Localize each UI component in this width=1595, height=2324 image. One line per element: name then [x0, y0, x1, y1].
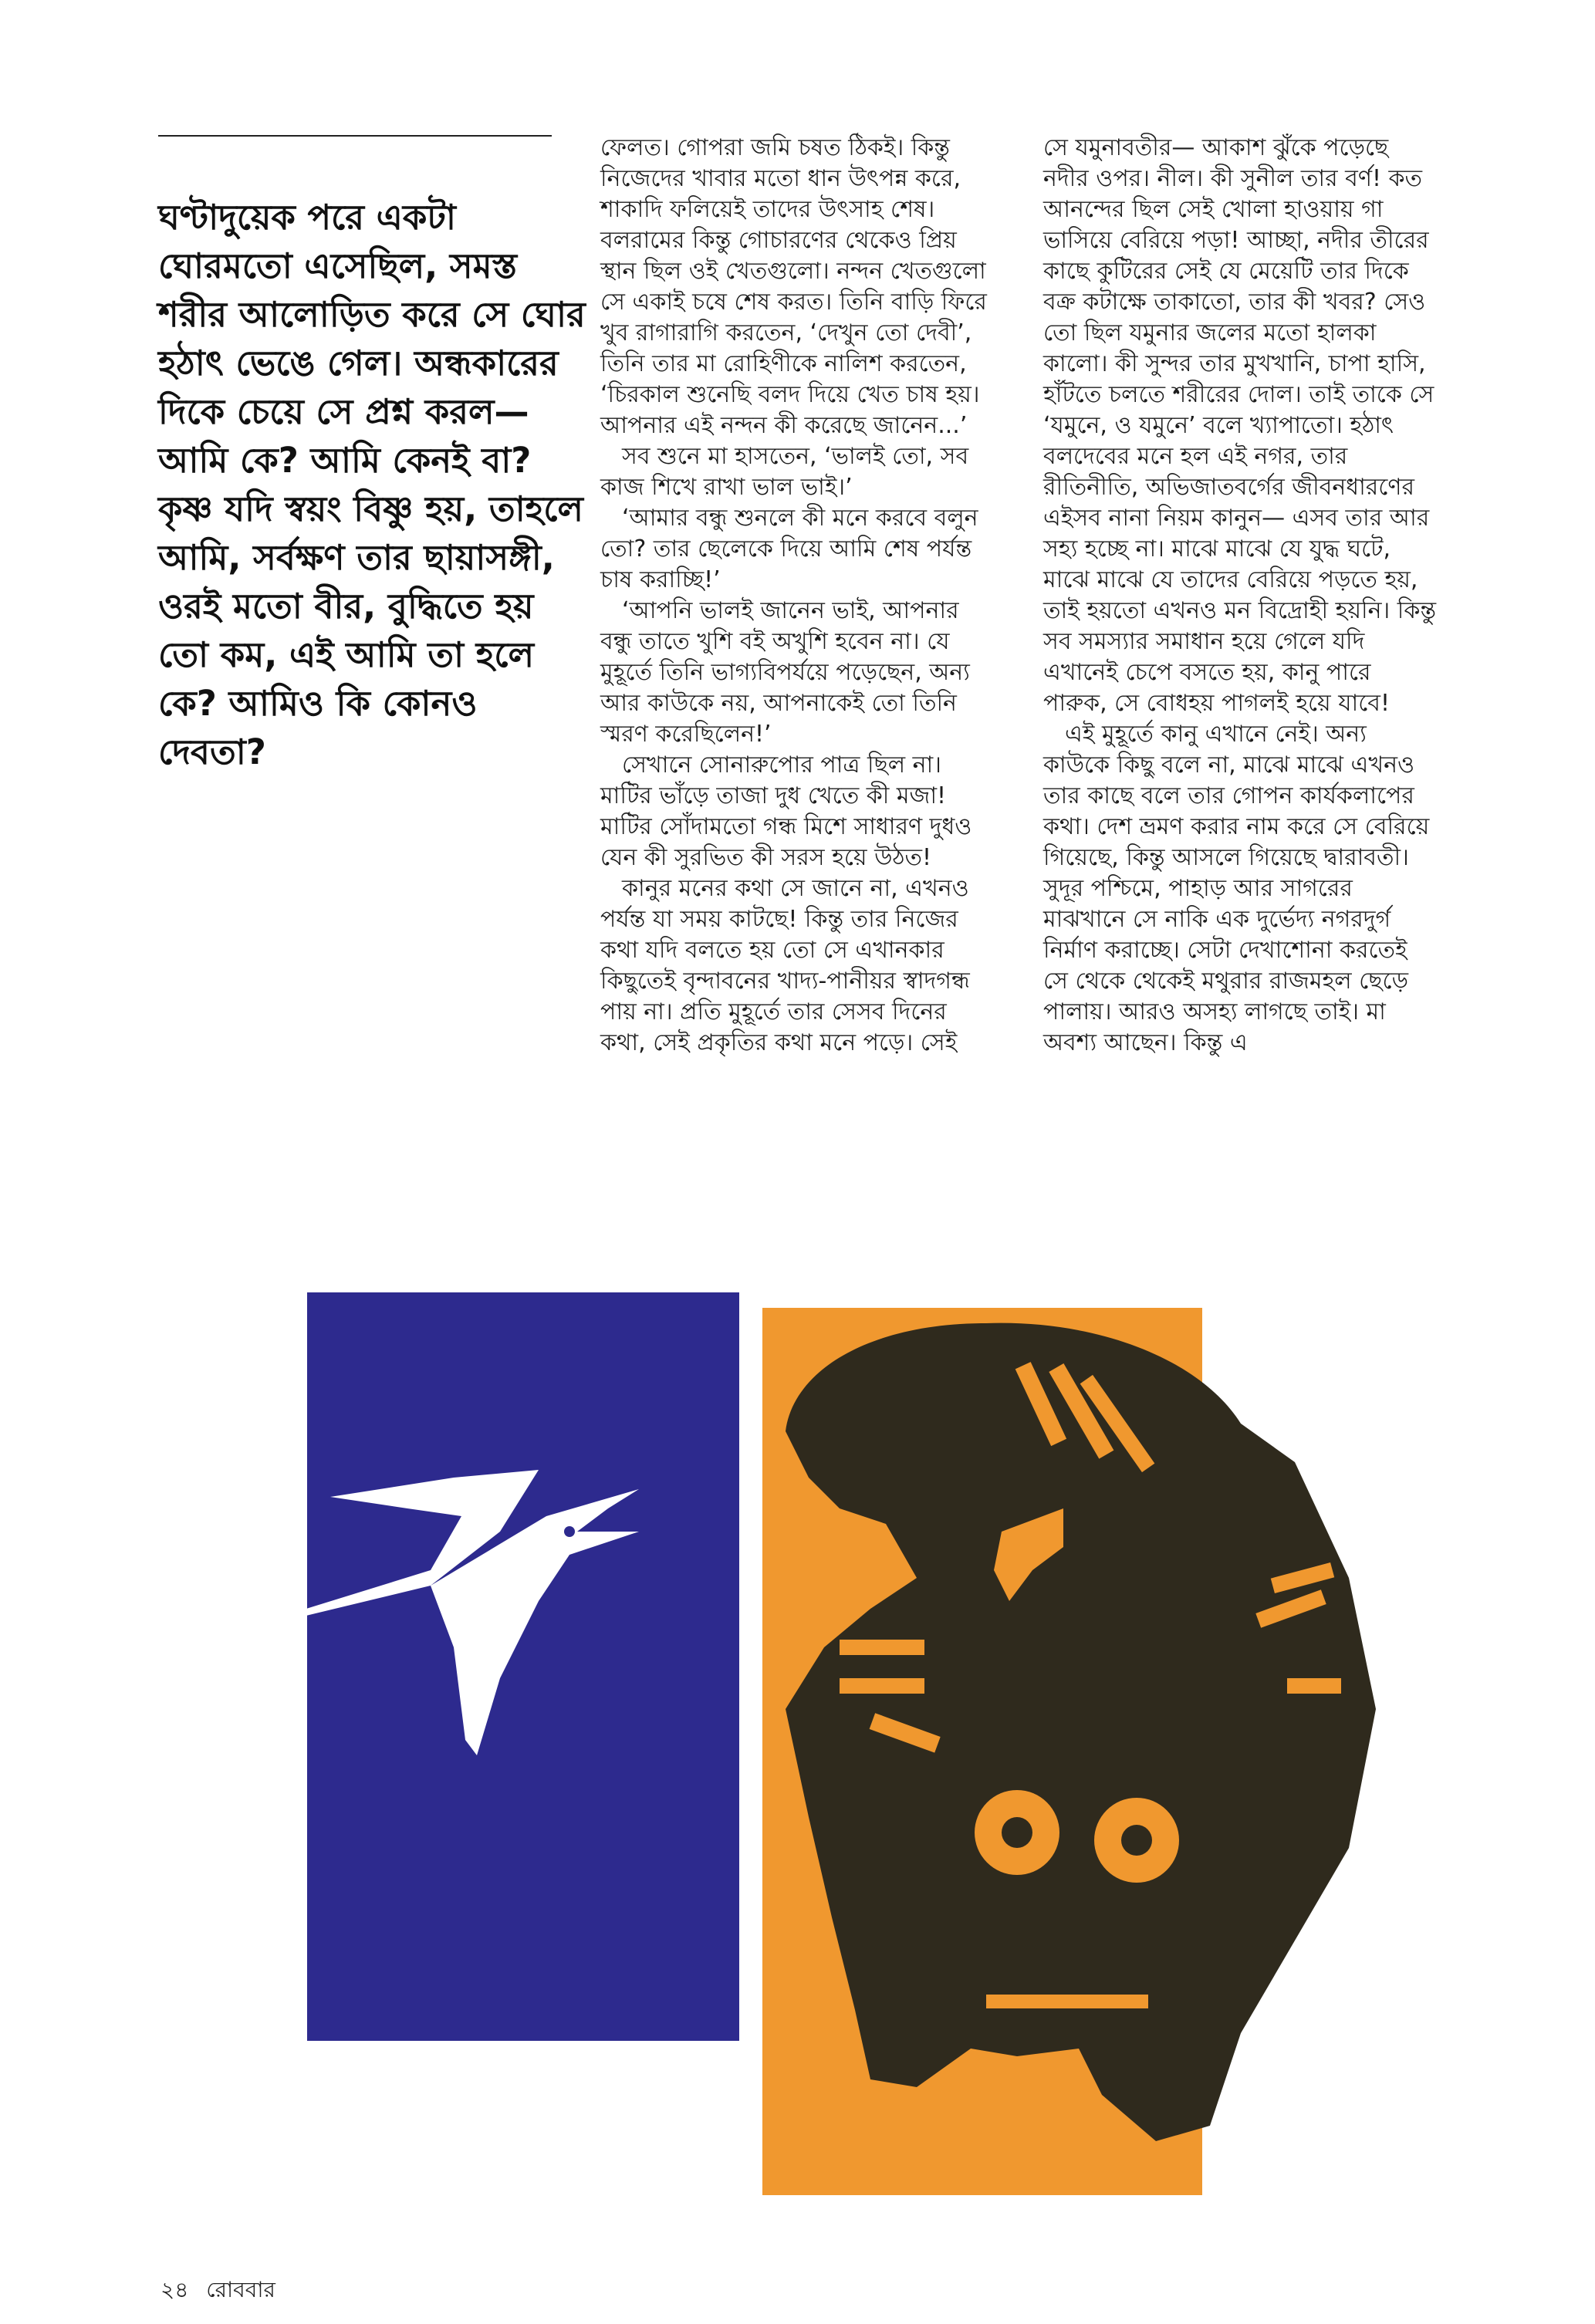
paragraph: ‘আপনি ভালই জানেন ভাই, আপনার বন্ধু তাতে খুশি বই অখুশি হবেন না। যে মুহূর্তে তিনি ভাগ্যবিপর্যয়ে পড়েছেন, অন্য আর কাউকে নয়, আপনাকেই তো তিনি স্মরণ করেছিলেন!’ [600, 597, 970, 748]
paragraph: এই মুহূর্তে কানু এখানে নেই। অন্য কাউকে কিছু বলে না, মাঝে মাঝে এখনও তার কাছে বলে তার গোপন কার্যকলাপের কথা। দেশ ভ্রমণ করার নাম করে সে বেরিয়ে গিয়েছে, কিন্তু আসলে গিয়েছে দ্বারাবতী। সুদূর পশ্চিমে, পাহাড় আর সাগরের মাঝখানে সে নাকি এক দুর্ভেদ্য নগরদুর্গ নির্মাণ করাচ্ছে। সেটা দেখাশোনা করতেই সে থেকে থেকেই মথুরার রাজমহল ছেড়ে পালায়। আরও অসহ্য লাগছে তাই। মা অবশ্য আছেন। কিন্তু এ [1043, 721, 1430, 1056]
pull-quote: ঘণ্টাদুয়েক পরে একটা ঘোরমতো এসেছিল, সমস্ত শরীর আলোড়িত করে সে ঘোর হঠাৎ ভেঙে গেল। অন্ধকারের দিকে চেয়ে সে প্রশ্ন করল— আমি কে? আমি কেনই বা? কৃষ্ণ যদি স্বয়ং বিষ্ণু হয়, তাহলে আমি, সর্বক্ষণ তার ছায়াসঙ্গী, ওরই মতো বীর, বুদ্ধিতে হয় তো কম, এই আমি তা হলে কে? আমিও কি কোনও দেবতা? [158, 197, 586, 772]
paragraph: সে যমুনাবতীর— আকাশ ঝুঁকে পড়েছে নদীর ওপর। নীল। কী সুনীল তার বর্ণ! কত আনন্দের ছিল সেই খোলা হাওয়ায় গা ভাসিয়ে বেরিয়ে পড়া! আচ্ছা, নদীর তীরের কাছে কুটিরের সেই যে মেয়েটি তার দিকে বক্র কটাক্ষে তাকাতো, তার কী খবর? সেও তো ছিল যমুনার জলের মতো হালকা কালো। কী সুন্দর তার মুখখানি, চাপা হাসি, হাঁটতে চলতে শরীরের দোল। তাই তাকে সে ‘যমুনে, ও যমুনে’ বলে খ্যাপাতো। হঠাৎ বলদেবের মনে হল এই নগর, তার রীতিনীতি, অভিজাতবর্গের জীবনধারণের এইসব নানা নিয়ম কানুন— এসব তার আর সহ্য হচ্ছে না। মাঝে মাঝে যে যুদ্ধ ঘটে, মাঝে মাঝে যে তাদের বেরিয়ে পড়তে হয়, তাই হয়তো এখনও মন বিদ্রোহী হয়নি। কিন্তু সব সমস্যার সমাধান হয়ে গেলে যদি এখানেই চেপে বসতে হয়, কানু পারে পারুক, সে বোধহয় পাগলই হয়ে যাবে! [1043, 134, 1437, 717]
body-column-right [1043, 133, 1437, 1059]
page-number: ২৪ [161, 2277, 189, 2302]
paragraph: কানুর মনের কথা সে জানে না, এখনও পর্যন্ত যা সময় কাটছে! কিন্তু তার নিজের কথা যদি বলতে হয় তো সে এখানকার কিছুতেই বৃন্দাবনের খাদ্য-পানীয়র স্বাদগন্ধ পায় না। প্রতি মুহূর্তে তার সেসব দিনের কথা, সেই প্রকৃতির কথা মনে পড়ে। সেই [600, 875, 970, 1056]
blue-panel [307, 1292, 739, 2041]
paragraph: সেখানে সোনারুপোর পাত্র ছিল না। মাটির ভাঁড়ে তাজা দুধ খেতে কী মজা! মাটির সোঁদামতো গন্ধ মিশে সাধারণ দুধও যেন কী সুরভিত কী সরস হয়ে উঠত! [600, 752, 972, 871]
top-rule [158, 135, 552, 137]
figure-cutout [786, 1323, 1376, 2141]
paragraph: সব শুনে মা হাসতেন, ‘ভালই তো, সব কাজ শিখে রাখা ভাল ভাই।’ [600, 443, 969, 501]
magazine-name: রোববার [206, 2277, 275, 2302]
page-footer [161, 2273, 286, 2309]
paper-cut-artwork [176, 1277, 1441, 2195]
paragraph: ‘আমার বন্ধু শুনলে কী মনে করবে বলুন তো? তার ছেলেকে দিয়ে আমি শেষ পর্যন্ত চাষ করাচ্ছি!’ [600, 505, 978, 593]
paragraph: ফেলত। গোপরা জমি চষত ঠিকই। কিন্তু নিজেদের খাবার মতো ধান উৎপন্ন করে, শাকাদি ফলিয়েই তাদের উৎসাহ শেষ। বলরামের কিন্তু গোচারণের থেকেও প্রিয় স্থান ছিল ওই খেতগুলো। নন্দন খেতগুলো সে একাই চষে শেষ করত। তিনি বাড়ি ফিরে খুব রাগারাগি করতেন, ‘দেখুন তো দেবী’, তিনি তার মা রোহিণীকে নালিশ করতেন, ‘চিরকাল শুনেছি বলদ দিয়ে খেত চাষ হয়। আপনার এই নন্দন কী করেছে জানেন...’ [600, 134, 987, 439]
body-column-middle [600, 133, 994, 1059]
